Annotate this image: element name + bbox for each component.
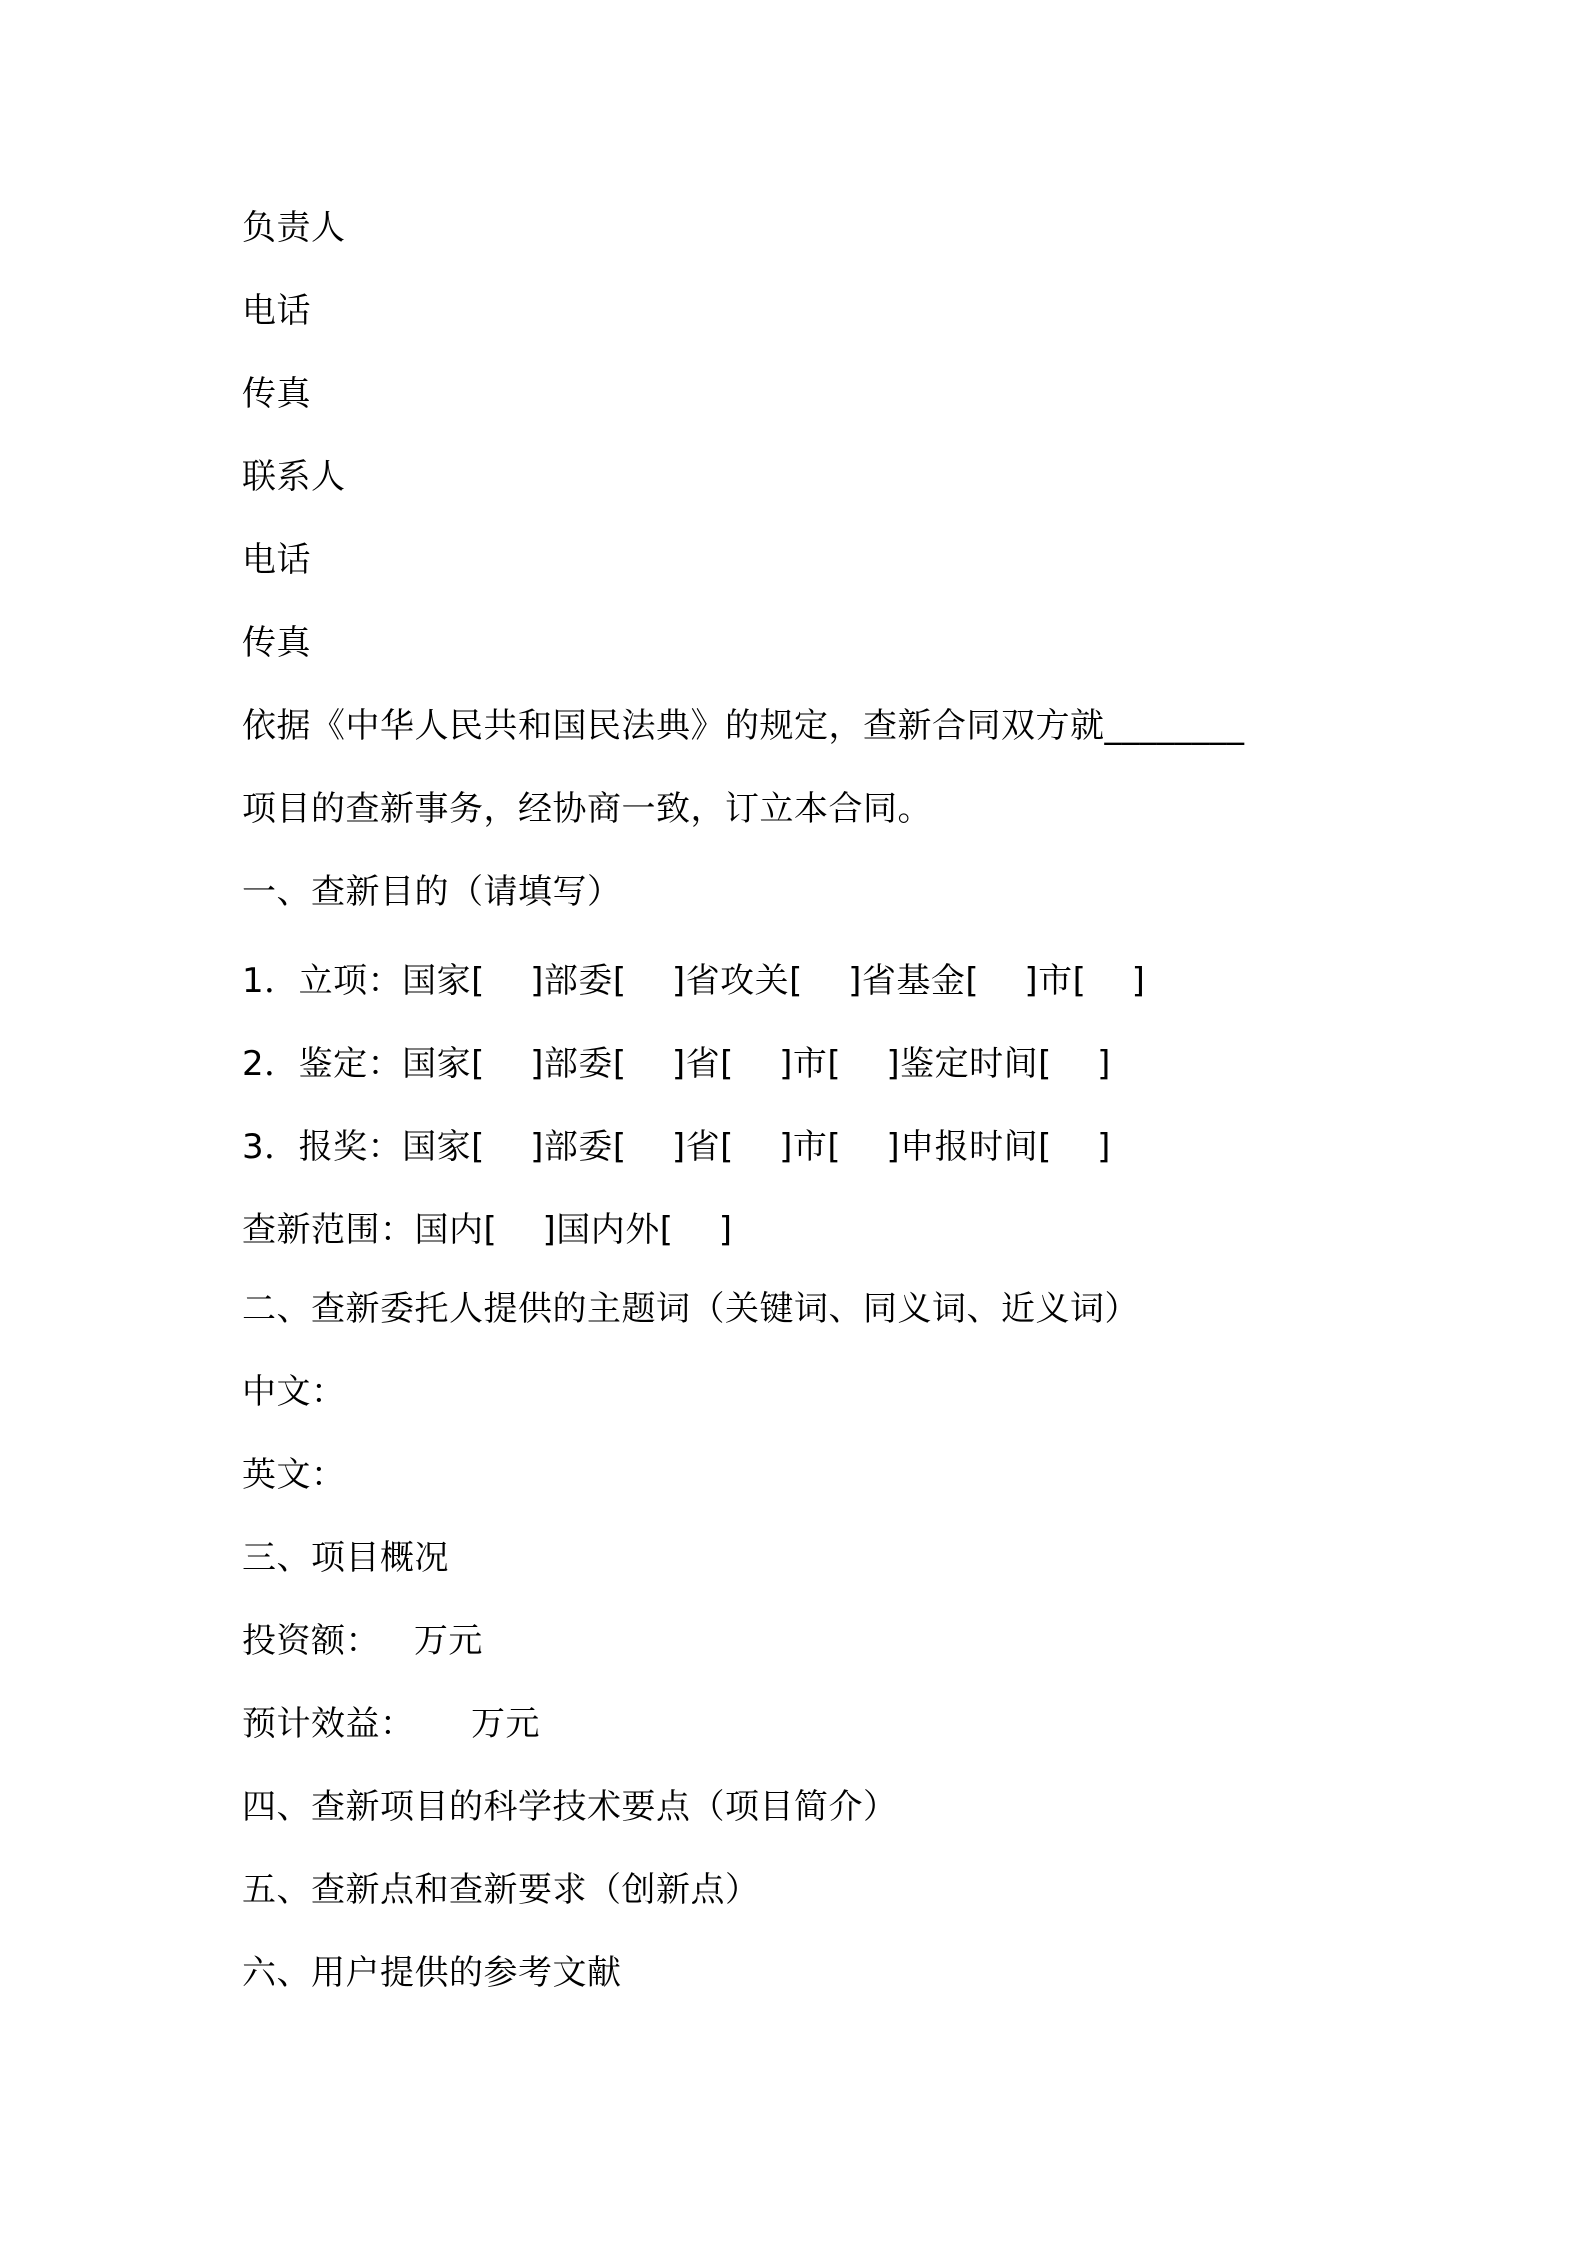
phone-label-1: 电话 xyxy=(242,291,311,331)
responsible-person-label: 负责人 xyxy=(242,208,346,248)
investment-amount-line: 投资额： 万元 xyxy=(242,1621,483,1661)
expected-benefit-line: 预计效益： 万元 xyxy=(242,1704,541,1744)
purpose-item-project: 1．立项：国家[ ]部委[ ]省攻关[ ]省基金[ ]市[ ] xyxy=(242,961,1146,1001)
purpose-item-award: 3．报奖：国家[ ]部委[ ]省[ ]市[ ]申报时间[ ] xyxy=(242,1127,1111,1167)
section-4-heading: 四、查新项目的科学技术要点（项目简介） xyxy=(242,1787,898,1827)
chinese-keywords-label: 中文： xyxy=(242,1372,346,1412)
section-1-heading: 一、查新目的（请填写） xyxy=(242,872,622,912)
english-keywords-label: 英文： xyxy=(242,1455,346,1495)
contact-person-label: 联系人 xyxy=(242,457,346,497)
section-6-heading: 六、用户提供的参考文献 xyxy=(242,1953,622,1993)
phone-label-2: 电话 xyxy=(242,540,311,580)
fax-label-2: 传真 xyxy=(242,623,311,663)
legal-basis-paragraph: 依据《中华人民共和国民法典》的规定，查新合同双方就________ xyxy=(242,706,1245,746)
section-2-heading: 二、查新委托人提供的主题词（关键词、同义词、近义词） xyxy=(242,1289,1139,1329)
purpose-item-appraisal: 2．鉴定：国家[ ]部委[ ]省[ ]市[ ]鉴定时间[ ] xyxy=(242,1044,1111,1084)
search-scope-line: 查新范围：国内[ ]国内外[ ] xyxy=(242,1210,733,1250)
section-5-heading: 五、查新点和查新要求（创新点） xyxy=(242,1870,760,1910)
legal-basis-paragraph-cont: 项目的查新事务，经协商一致，订立本合同。 xyxy=(242,789,932,829)
section-3-heading: 三、项目概况 xyxy=(242,1538,449,1578)
fax-label-1: 传真 xyxy=(242,374,311,414)
